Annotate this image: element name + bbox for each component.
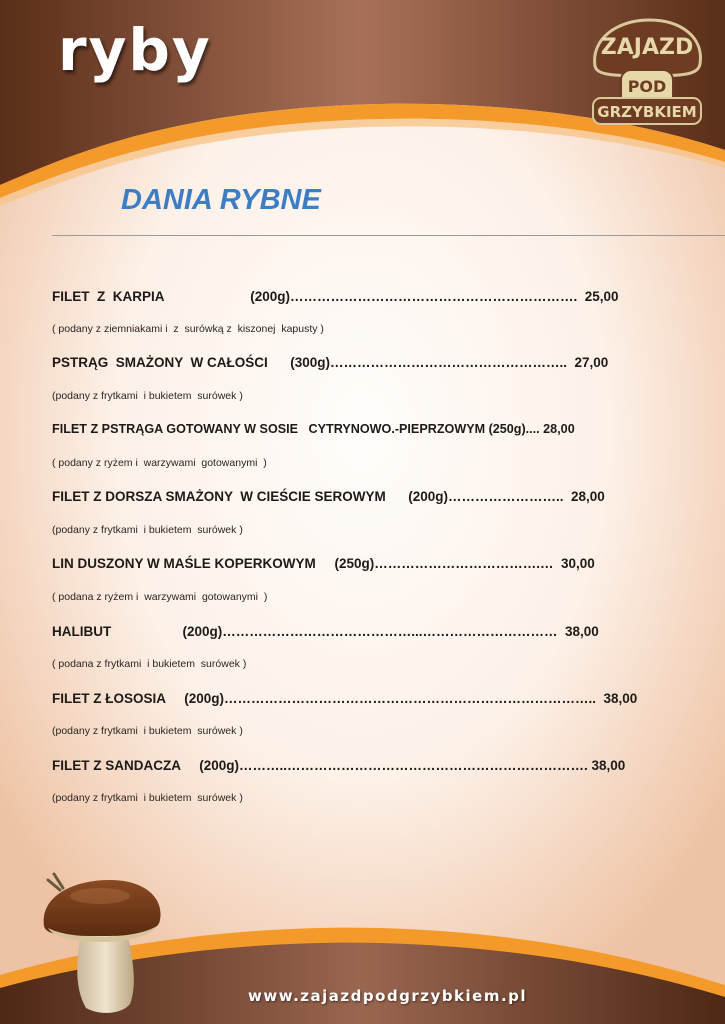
page-title: ryby: [58, 16, 212, 84]
footer-website: www.zajazdpodgrzybkiem.pl: [248, 987, 528, 1005]
menu-item-halibut: HALIBUT (200g)……………………………………...………………………… 38,00: [52, 624, 599, 639]
section-heading: DANIA RYBNE: [121, 184, 321, 216]
menu-item-sandacz: FILET Z SANDACZA (200g)………..…………………………………………………………. 38,00: [52, 758, 626, 773]
menu-item-note: (podany z frytkami i bukietem surówek ): [52, 725, 243, 737]
menu-item-note: ( podany z ryżem i warzywami gotowanymi ): [52, 457, 267, 469]
menu-item-losos: FILET Z ŁOSOSIA (200g)……………………………………………………………………….. 38,00: [52, 691, 638, 706]
logo-text-grzybkiem: GRZYBKIEM: [597, 103, 697, 121]
divider: [52, 235, 725, 236]
menu-item-note: ( podany z ziemniakami i z surówką z kiszonej kapusty ): [52, 323, 324, 335]
menu-item-note: (podany z frytkami i bukietem surówek ): [52, 390, 243, 402]
menu-item-karp: FILET Z KARPIA (200g)………………………………………………………. 25,00: [52, 289, 619, 304]
menu-item-note: ( podana z ryżem i warzywami gotowanymi ): [52, 591, 268, 603]
menu-item-lin: LIN DUSZONY W MAŚLE KOPERKOWYM (250g)……………………………….… 30,00: [52, 556, 595, 571]
menu-item-pstrag-gotowany: FILET Z PSTRĄGA GOTOWANY W SOSIE CYTRYNOWO.-PIEPRZOWYM (250g).... 28,00: [52, 422, 575, 436]
menu-item-pstrag: PSTRĄG SMAŻONY W CAŁOŚCI (300g)…………………………………………….. 27,00: [52, 355, 609, 370]
logo-text-zajazd: ZAJAZD: [600, 35, 694, 60]
menu-item-note: (podany z frytkami i bukietem surówek ): [52, 524, 243, 536]
menu-item-dorsz: FILET Z DORSZA SMAŻONY W CIEŚCIE SEROWYM (200g)…………………….. 28,00: [52, 489, 605, 504]
restaurant-logo: [587, 14, 707, 130]
mushroom-illustration: [30, 868, 170, 1018]
menu-item-note: ( podana z frytkami i bukietem surówek ): [52, 658, 247, 670]
logo-text-pod: POD: [627, 77, 667, 96]
menu-item-note: (podany z frytkami i bukietem surówek ): [52, 792, 243, 804]
